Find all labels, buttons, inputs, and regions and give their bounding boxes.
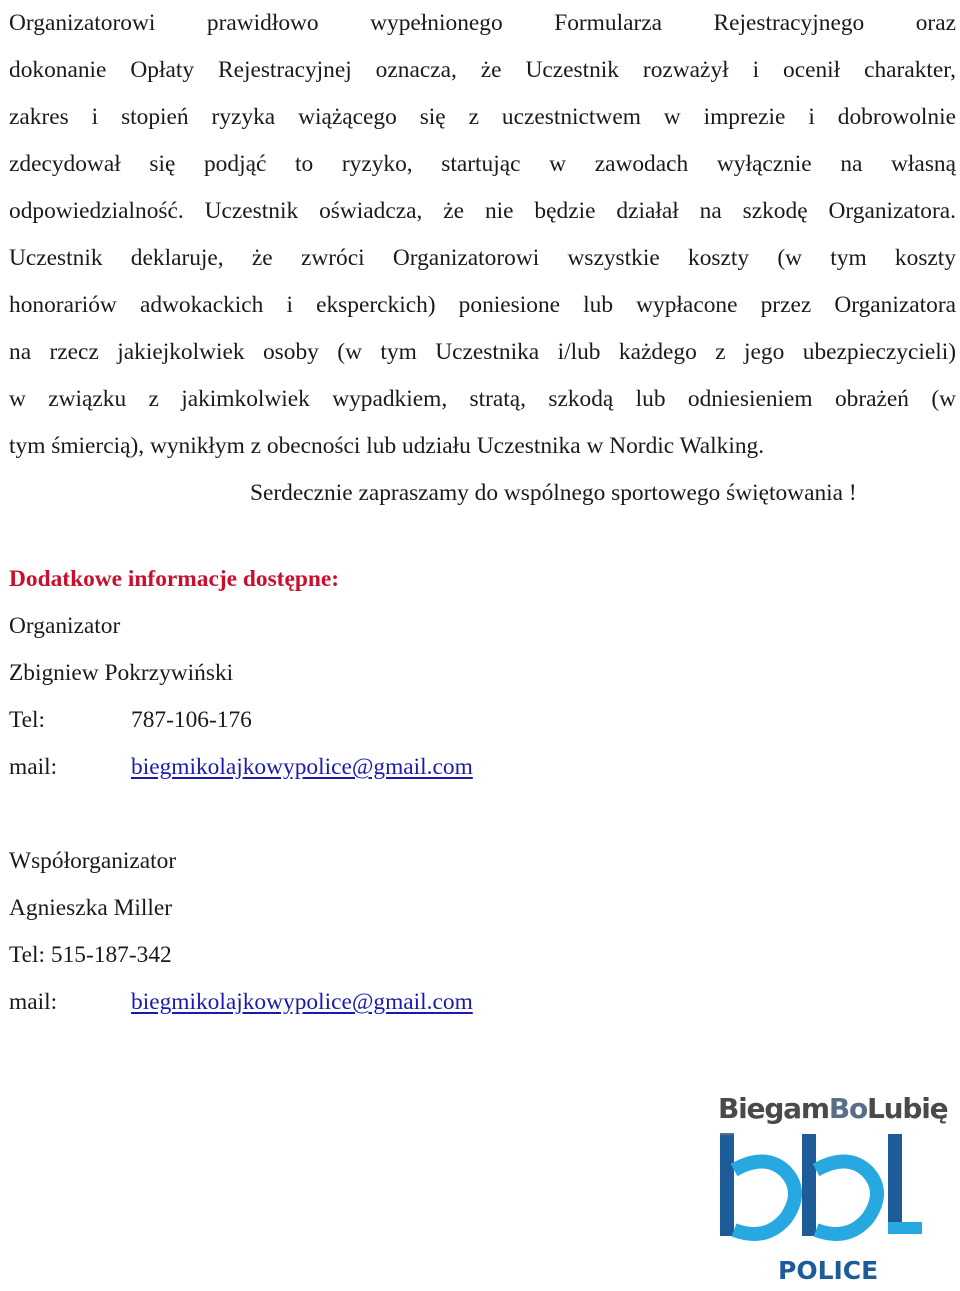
coorganizer-contact (9, 838, 473, 1026)
coorganizer-mail-row (9, 979, 473, 1026)
logo-b2-stem (802, 1134, 816, 1236)
organizer-name: Zbigniew Pokrzywiński (9, 660, 234, 686)
logo-word-lubie: Lubię (867, 1092, 948, 1125)
paragraph-line: na rzecz jakiejkolwiek osoby (w tym Uczestnika i/lub każdego z jego ubezpieczycieli) (9, 339, 956, 365)
organizer-email-link[interactable]: biegmikolajkowypolice@gmail.com (131, 754, 473, 780)
closing-invitation: Serdecznie zapraszamy do wspólnego sportowego świętowania ! (250, 480, 857, 506)
paragraph-line: zdecydował się podjąć to ryzyko, startując w zawodach wyłącznie na własną (9, 151, 956, 177)
paragraph-line: odpowiedzialność. Uczestnik oświadcza, że nie będzie działał na szkodę Organizatora. (9, 198, 956, 224)
document-page (9, 0, 956, 517)
logo-police-text: POLICE (778, 1256, 879, 1285)
liability-paragraph (9, 0, 956, 470)
logo-word-bo: Bo (828, 1092, 868, 1125)
coorganizer-name: Agnieszka Miller (9, 895, 173, 921)
paragraph-line: Organizatorowi prawidłowo wypełnionego Formularza Rejestracyjnego oraz (9, 10, 956, 36)
organizer-mail-row (9, 744, 473, 791)
paragraph-line: tym śmiercią), wynikłym z obecności lub udziału Uczestnika w Nordic Walking. (9, 433, 765, 459)
logo-b1-bowl (734, 1161, 795, 1234)
coorganizer-email-link[interactable]: biegmikolajkowypolice@gmail.com (131, 989, 473, 1015)
paragraph-line: honorariów adwokackich i eksperckich) poniesione lub wypłacone przez Organizatora (9, 292, 956, 318)
paragraph-line: dokonanie Opłaty Rejestracyjnej oznacza, że Uczestnik rozważył i ocenił charakter, (9, 57, 956, 83)
paragraph-line: zakres i stopień ryzyka wiążącego się z uczestnictwem w imprezie i dobrowolnie (9, 104, 956, 130)
logo-l-foot (888, 1222, 922, 1234)
mail-label: mail: (9, 754, 58, 780)
organizer-phone: 787-106-176 (131, 707, 252, 733)
logo-word-biegam: Biegam (718, 1092, 829, 1125)
paragraph-line: w związku z jakimkolwiek wypadkiem, stratą, szkodą lub odniesieniem obrażeń (w (9, 386, 956, 412)
logo-b1-stem (720, 1134, 734, 1236)
additional-info-heading: Dodatkowe informacje dostępne: (9, 566, 340, 592)
organizer-phone-row (9, 697, 473, 744)
logo-b2-bowl (816, 1161, 877, 1234)
mail-label: mail: (9, 989, 58, 1015)
coorganizer-role: Współorganizator (9, 848, 177, 874)
organizer-role: Organizator (9, 613, 121, 639)
biegambolubie-logo (716, 1090, 948, 1290)
coorganizer-phone: Tel: 515-187-342 (9, 942, 172, 968)
bbl-logo-mark (716, 1090, 926, 1260)
logo-l-stem (888, 1134, 902, 1234)
organizer-contact (9, 603, 473, 791)
paragraph-line: Uczestnik deklaruje, że zwróci Organizatorowi wszystkie koszty (w tym koszty (9, 245, 956, 271)
phone-label: Tel: (9, 707, 46, 733)
